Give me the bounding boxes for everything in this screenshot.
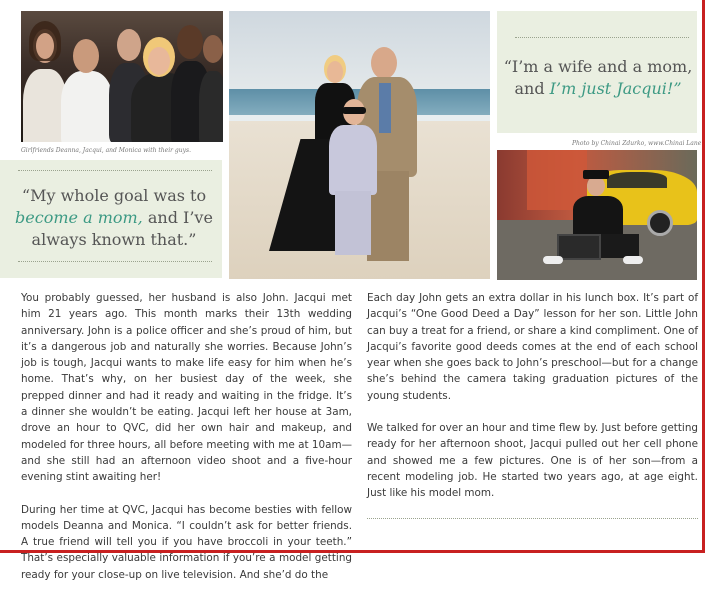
- paragraph: We talked for over an hour and time flew by. Just before getting ready for her afternoon shoot, Jacqui pulled out her cell phone and showed me a few pictures. One is of her son—from a recent modeling job. He started two years ago, at age eight. Just like his model mom.: [367, 422, 698, 500]
- photo-credit: Photo by Chinai Zdurko, www.Chinai Lane: [572, 140, 702, 147]
- quote-text: and I’ve always known that.”: [31, 208, 213, 249]
- divider: [367, 518, 698, 519]
- pull-quote-1-text: [10, 185, 218, 251]
- article-column-left: [21, 290, 352, 599]
- pull-quote-2: [497, 11, 697, 133]
- quote-accent: I’m just Jacqui!”: [549, 79, 682, 98]
- friends-photo: [21, 11, 223, 142]
- quote-text: “My whole goal was to: [21, 186, 207, 205]
- photo-caption: Girlfriends Deanna, Jacqui, and Monica with their guys.: [21, 147, 192, 154]
- paragraph: Each day John gets an extra dollar in his lunch box. It’s part of Jacqui’s “One Good Deed a Day” lesson for her son. Little John can buy a treat for a friend, or share a kind compliment. One of Jacqui’s favorite good deeds comes at the end of each school year when she goes back to John’s preschool—but for a change she’s behind the camera taking graduation pictures of the young students.: [367, 292, 698, 402]
- boy-with-car-photo: [497, 150, 697, 280]
- quote-text: “I’m a wife and a mom, and: [503, 57, 693, 98]
- pull-quote-1: [0, 160, 222, 278]
- pull-quote-2-text: [503, 56, 693, 100]
- paragraph: You probably guessed, her husband is also John. Jacqui met him 21 years ago. This month marks their 13th wedding anniversary. John is a police officer and she’s proud of him, but it’s a dangerous job and naturally she worries. Because John’s job is tough, Jacqui wants to make life easy for him when he’s home. That’s why, on her busiest day of the week, she prepped dinner and had it ready and waiting in the fridge. It’s a dinner she wouldn’t be eating. Jacqui left her house at 3am, drove an hour to QVC, did her own hair and makeup, and modeled for three hours, all before meeting with me at 10am—and she still had an afternoon video shoot and a five-hour evening stint awaiting her!: [21, 292, 352, 484]
- quote-accent: become a mom,: [15, 208, 143, 227]
- beach-family-photo: [229, 11, 490, 279]
- article-column-right: [367, 290, 698, 519]
- paragraph: During her time at QVC, Jacqui has become besties with fellow models Deanna and Monica. “I couldn’t ask for better friends. A true friend will tell you if you have broccoli in your teeth.” That’s especially valuable information if you’re a model getting ready for your close-up on live television. And she’d do the: [21, 503, 352, 581]
